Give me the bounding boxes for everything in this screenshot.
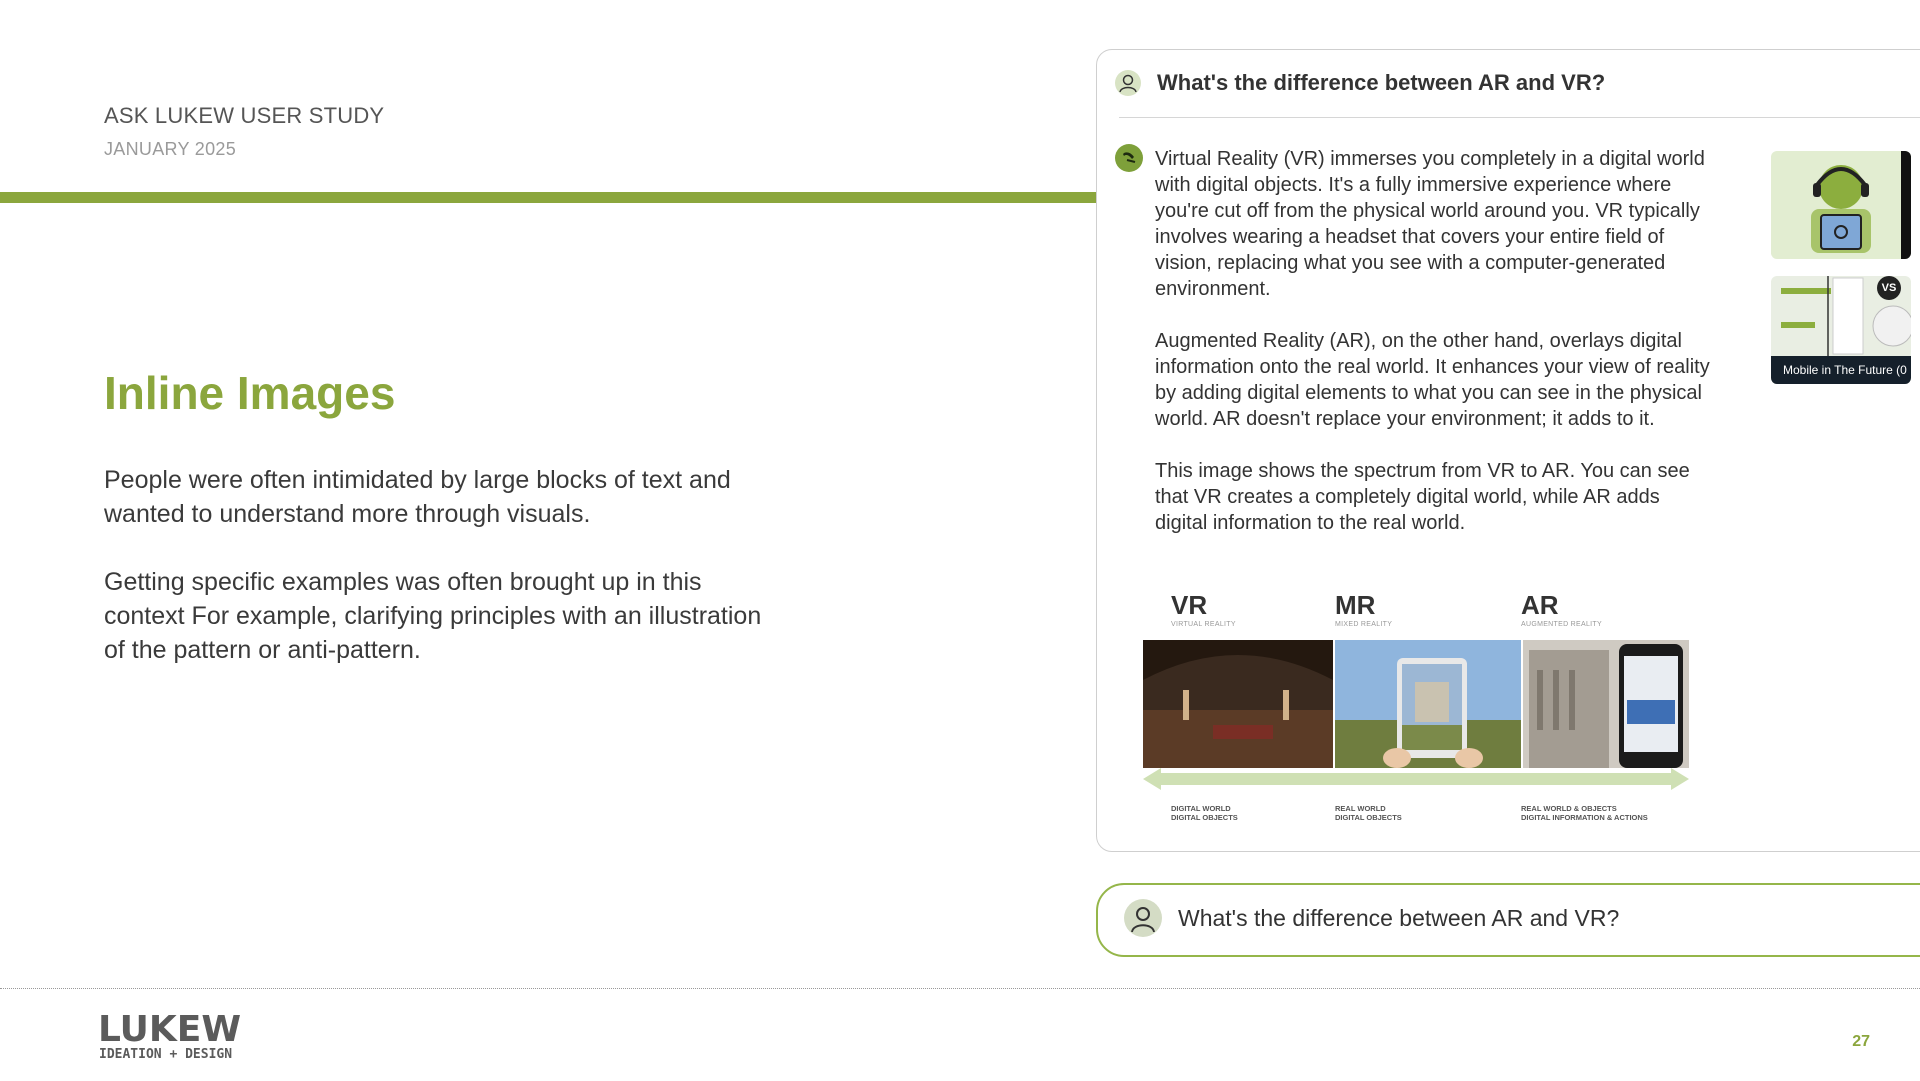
spectrum-label-vr: VR (1171, 590, 1208, 620)
green-rule (0, 192, 1097, 203)
vs-badge: VS (1877, 276, 1901, 300)
slide-title: Inline Images (104, 367, 396, 419)
thumbnail-astronaut[interactable] (1771, 151, 1911, 259)
thumbnail-caption: Mobile in The Future (0 (1771, 356, 1911, 384)
ar-photo (1523, 640, 1689, 768)
slide-body (104, 463, 784, 701)
body-paragraph: People were often intimidated by large blocks of text and wanted to understand more through visuals. (104, 466, 731, 528)
question-heading: What's the difference between AR and VR? (1157, 70, 1606, 95)
spectrum-sub-mr: MIXED REALITY (1335, 621, 1393, 628)
thumbnail-video[interactable] (1771, 276, 1911, 384)
spectrum-foot-mr: REAL WORLD DIGITAL OBJECTS (1335, 804, 1402, 822)
user-avatar-icon (1124, 899, 1162, 937)
lukew-assistant-icon (1115, 144, 1143, 172)
page-number: 27 (1852, 1033, 1870, 1050)
chat-panel (1096, 49, 1920, 852)
user-avatar-icon (1115, 70, 1141, 96)
study-date: JANUARY 2025 (104, 139, 237, 159)
body-paragraph: Getting specific examples was often brought up in this context For example, clarifying principles with an illustration of the pattern or anti-pattern. (104, 568, 762, 664)
footer (0, 988, 1920, 1081)
lukew-logo (98, 1009, 288, 1061)
answer-paragraph: Virtual Reality (VR) immerses you completely in a digital world with digital objects. It's a fully immersive experience where you're cut off from the physical world around you. VR typically involves wearing a headset that covers your entire field of vision, replacing what you see with a computer-generated environment. (1155, 148, 1705, 300)
vr-photo (1143, 640, 1333, 768)
svg-text:IDEATION + DESIGN: IDEATION + DESIGN (99, 1047, 233, 1061)
divider (1119, 117, 1920, 118)
question-input[interactable] (1096, 883, 1920, 957)
input-text: What's the difference between AR and VR? (1178, 905, 1620, 931)
vr-ar-spectrum-image[interactable] (1143, 590, 1689, 830)
spectrum-arrow-icon (1143, 768, 1689, 790)
svg-text:LUKEW: LUKEW (98, 1009, 242, 1050)
spectrum-label-mr: MR (1335, 590, 1376, 620)
answer-text (1155, 146, 1715, 562)
answer-paragraph: Augmented Reality (AR), on the other hand, overlays digital information onto the real world. It enhances your view of reality by adding digital elements to what you can see in the physical world. AR doesn't replace your environment; it adds to it. (1155, 330, 1710, 430)
spectrum-label-ar: AR (1521, 590, 1559, 620)
mr-photo (1335, 640, 1521, 768)
answer-paragraph: This image shows the spectrum from VR to AR. You can see that VR creates a completely digital world, while AR adds digital information to the real world. (1155, 460, 1690, 534)
spectrum-sub-ar: AUGMENTED REALITY (1521, 621, 1602, 628)
study-title: ASK LUKEW USER STUDY (104, 103, 385, 128)
spectrum-foot-vr: DIGITAL WORLD DIGITAL OBJECTS (1171, 804, 1238, 822)
spectrum-sub-vr: VIRTUAL REALITY (1171, 621, 1236, 628)
spectrum-foot-ar: REAL WORLD & OBJECTS DIGITAL INFORMATION & ACTIONS (1521, 804, 1648, 822)
